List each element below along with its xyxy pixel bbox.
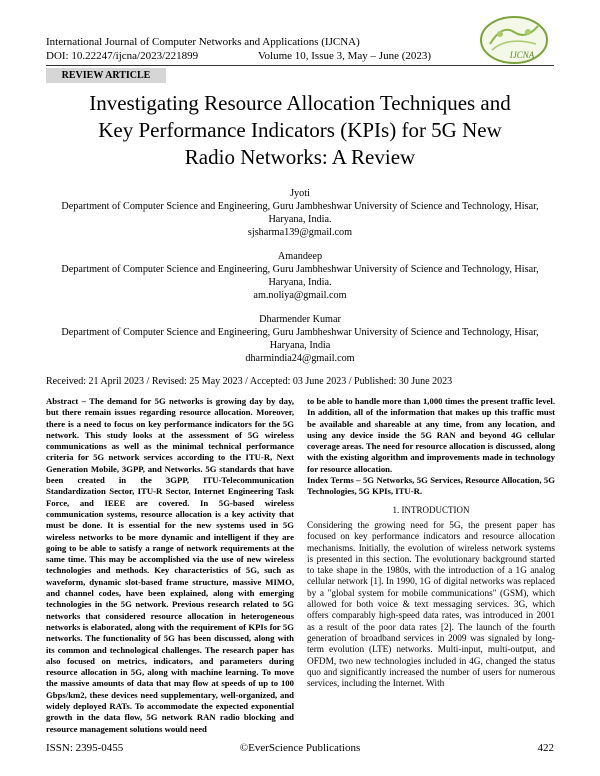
author-affiliation: Haryana, India. xyxy=(268,214,332,225)
title-line: Investigating Resource Allocation Techniques and xyxy=(89,91,511,115)
author-affiliation: Department of Computer Science and Engineering, Guru Jambheshwar University of Science and Technology, Hisar, xyxy=(61,201,539,212)
author-affiliation: Department of Computer Science and Engineering, Guru Jambheshwar University of Science and Technology, Hisar, xyxy=(61,264,539,275)
index-terms: Index Terms – 5G Networks, 5G Services, Resource Allocation, 5G Technologies, 5G KPIs, ITU-R. xyxy=(307,475,555,497)
page-number: 422 xyxy=(537,742,554,754)
journal-logo xyxy=(478,14,550,66)
journal-name: International Journal of Computer Networks and Applications (IJCNA) xyxy=(46,36,360,48)
volume-issue: Volume 10, Issue 3, May – June (2023) xyxy=(258,50,432,62)
footer-issn: ISSN: 2395-0455 xyxy=(46,742,124,754)
author-block xyxy=(30,250,570,302)
author-affiliation: Haryana, India. xyxy=(268,277,332,288)
author-affiliation: Department of Computer Science and Engineering, Guru Jambheshwar University of Science and Technology, Hisar, xyxy=(61,327,539,338)
abstract-right-column: to be able to handle more than 1,000 times the present traffic level. In addition, all of the information that makes up this traffic must be available and shareable at any time, from any location, and using any device inside the 5G RAN and beyond 4G cellular coverage areas. The need for resource allocation is discussed, along with the existing algorithm and improvements made in technology for resource allocation. xyxy=(307,396,555,474)
footer-publisher: ©EverScience Publications xyxy=(239,742,361,754)
abstract-left-column: Abstract – The demand for 5G networks is growing day by day, but there remain issues regarding resource allocation. Moreover, there is a need to focus on key performance indicators for the 5G network. This study looks at the assessment of 5G wireless communications as well as the minimal technical performance criteria for 5G network services according to the ITU-R, Next Generation Mobile, 3GPP, and Networks. 5G standards that have been created in the 3GPP, ITU-Telecommunication Standardization Sector, ITU-R Sector, Internet Engineering Task Force, and IEEE are covered. In 5G-based wireless communication systems, resource allocation is a key activity that must be done. It is essential for the new systems used in 5G wireless networks to be more dynamic and intelligent if they are going to be able to satisfy a range of network requirements at the same time. This may be accomplished via the use of new wireless technologies and methods. Key characteristics of 5G, such as waveform, dynamic slot-based frame structure, massive MIMO, and channel codes, have been explained, along with emerging technologies in the 5G network. Previous research related to 5G networks that considered resource allocation in heterogeneous networks is elaborated, along with the requirement of KPIs for 5G networks. The functionality of 5G has been discussed, along with its common and technological challenges. The research paper has also focused on metrics, indicators, and parameters during resource allocation in 5G, along with machine learning. To move the massive amounts of data that may flow at speeds of up to 100 Gbps/km2, these devices need supplementary, well-organized, and widely deployed RATs. To accommodate the expected exponential growth in the data flow, 5G network RAN radio blocking and resource management solutions would need xyxy=(46,396,294,734)
paper-title xyxy=(46,90,554,171)
author-name: Jyoti xyxy=(290,188,310,199)
author-name: Amandeep xyxy=(277,251,323,262)
author-email: am.noliya@gmail.com xyxy=(253,290,347,301)
introduction-text: Considering the growing need for 5G, the present paper has focused on key performance indicators and resource allocation mechanisms. Initially, the evolution of wireless network systems is presented in this section. The evolutionary background started to take shape in the 1980s, with the introduction of a 1G analog cellular network [1]. In 1990, 1G of digital networks was replaced by a "global system for mobile communications" (GSM), which allowed for both voice & text messaging services. 3G, which offers comparably high-speed data rates, was introduced in 2001 as a result of the poor data rates [2]. The launch of the fourth generation of broadband services in 2009 was signaled by long-term evolution (LTE) networks. Multi-input, multi-output, and OFDM, two new technologies included in 4G, changed the status quo and significantly increased the number of users for numerous services, including the Internet. With xyxy=(307,521,555,690)
publication-dates: Received: 21 April 2023 / Revised: 25 May 2023 / Accepted: 03 June 2023 / Published: 30 June 2023 xyxy=(46,376,453,387)
author-block xyxy=(30,313,570,365)
author-email: sjsharma139@gmail.com xyxy=(247,227,353,238)
author-email: dharmindia24@gmail.com xyxy=(245,353,355,364)
author-name: Dharmender Kumar xyxy=(259,314,341,325)
title-line: Radio Networks: A Review xyxy=(184,145,416,169)
author-block xyxy=(30,187,570,239)
doi: DOI: 10.22247/ijcna/2023/221899 xyxy=(46,50,199,62)
title-line: Key Performance Indicators (KPIs) for 5G New xyxy=(98,118,502,142)
header-rule xyxy=(46,65,554,66)
section-heading: 1. INTRODUCTION xyxy=(392,505,470,515)
logo-text: IJCNA xyxy=(509,50,535,60)
article-type-badge: REVIEW ARTICLE xyxy=(46,68,166,83)
author-affiliation: Haryana, India xyxy=(269,340,331,351)
